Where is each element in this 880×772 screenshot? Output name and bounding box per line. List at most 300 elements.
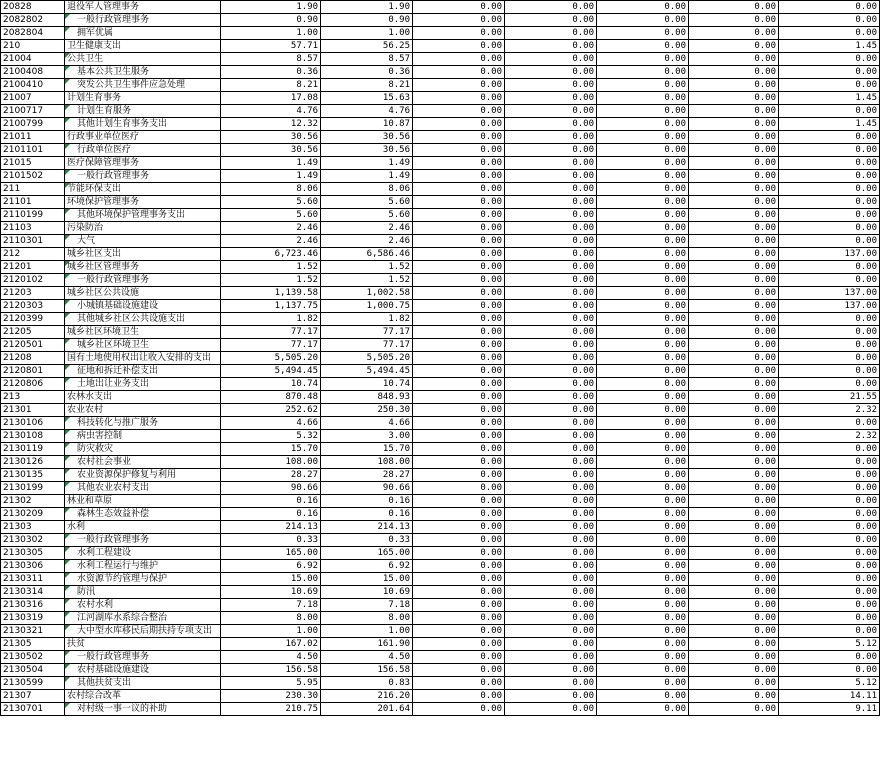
amount-cell-4[interactable]: 0.00 <box>505 1 597 14</box>
subject-name-cell[interactable] <box>65 599 221 612</box>
amount-cell-5[interactable]: 0.00 <box>597 430 689 443</box>
subject-name-cell[interactable] <box>65 456 221 469</box>
subject-code-cell[interactable]: 2110301 <box>1 235 65 248</box>
amount-cell-1[interactable]: 1.52 <box>221 274 321 287</box>
subject-code-cell[interactable]: 21302 <box>1 495 65 508</box>
subject-code-cell[interactable]: 210 <box>1 40 65 53</box>
amount-cell-7[interactable]: 0.00 <box>779 105 880 118</box>
subject-name-cell[interactable] <box>65 547 221 560</box>
amount-cell-2[interactable]: 10.74 <box>321 378 413 391</box>
amount-cell-5[interactable]: 0.00 <box>597 79 689 92</box>
amount-cell-4[interactable]: 0.00 <box>505 573 597 586</box>
amount-cell-4[interactable]: 0.00 <box>505 469 597 482</box>
amount-cell-2[interactable]: 30.56 <box>321 131 413 144</box>
subject-name-cell[interactable] <box>65 196 221 209</box>
amount-cell-1[interactable]: 90.66 <box>221 482 321 495</box>
amount-cell-5[interactable]: 0.00 <box>597 417 689 430</box>
amount-cell-4[interactable]: 0.00 <box>505 378 597 391</box>
subject-code-cell[interactable]: 2101502 <box>1 170 65 183</box>
subject-code-cell[interactable]: 2130316 <box>1 599 65 612</box>
amount-cell-4[interactable]: 0.00 <box>505 300 597 313</box>
amount-cell-7[interactable]: 0.00 <box>779 612 880 625</box>
amount-cell-4[interactable]: 0.00 <box>505 677 597 690</box>
amount-cell-3[interactable]: 0.00 <box>413 560 505 573</box>
subject-name-cell[interactable] <box>65 352 221 365</box>
amount-cell-4[interactable]: 0.00 <box>505 248 597 261</box>
amount-cell-7[interactable]: 0.00 <box>779 573 880 586</box>
amount-cell-5[interactable]: 0.00 <box>597 300 689 313</box>
amount-cell-5[interactable]: 0.00 <box>597 586 689 599</box>
amount-cell-5[interactable]: 0.00 <box>597 170 689 183</box>
amount-cell-2[interactable]: 1.90 <box>321 1 413 14</box>
amount-cell-1[interactable]: 156.58 <box>221 664 321 677</box>
amount-cell-3[interactable]: 0.00 <box>413 638 505 651</box>
amount-cell-7[interactable]: 0.00 <box>779 144 880 157</box>
amount-cell-3[interactable]: 0.00 <box>413 469 505 482</box>
subject-name-cell[interactable] <box>65 378 221 391</box>
amount-cell-7[interactable]: 0.00 <box>779 521 880 534</box>
amount-cell-7[interactable]: 0.00 <box>779 222 880 235</box>
amount-cell-6[interactable]: 0.00 <box>689 638 779 651</box>
amount-cell-2[interactable]: 77.17 <box>321 326 413 339</box>
amount-cell-4[interactable]: 0.00 <box>505 157 597 170</box>
amount-cell-7[interactable]: 0.00 <box>779 560 880 573</box>
amount-cell-2[interactable]: 1.52 <box>321 274 413 287</box>
amount-cell-3[interactable]: 0.00 <box>413 352 505 365</box>
subject-name-cell[interactable] <box>65 430 221 443</box>
subject-name-cell[interactable] <box>65 144 221 157</box>
subject-code-cell[interactable]: 21007 <box>1 92 65 105</box>
amount-cell-7[interactable]: 1.45 <box>779 40 880 53</box>
amount-cell-7[interactable]: 137.00 <box>779 248 880 261</box>
amount-cell-7[interactable]: 14.11 <box>779 690 880 703</box>
amount-cell-7[interactable]: 0.00 <box>779 27 880 40</box>
amount-cell-6[interactable]: 0.00 <box>689 391 779 404</box>
subject-name-cell[interactable] <box>65 339 221 352</box>
amount-cell-1[interactable]: 1,137.75 <box>221 300 321 313</box>
subject-code-cell[interactable]: 2120102 <box>1 274 65 287</box>
amount-cell-7[interactable]: 2.32 <box>779 404 880 417</box>
amount-cell-1[interactable]: 28.27 <box>221 469 321 482</box>
amount-cell-3[interactable]: 0.00 <box>413 521 505 534</box>
amount-cell-6[interactable]: 0.00 <box>689 599 779 612</box>
amount-cell-7[interactable]: 1.45 <box>779 118 880 131</box>
subject-code-cell[interactable]: 2120303 <box>1 300 65 313</box>
amount-cell-5[interactable]: 0.00 <box>597 690 689 703</box>
amount-cell-7[interactable]: 0.00 <box>779 66 880 79</box>
amount-cell-7[interactable]: 5.12 <box>779 677 880 690</box>
amount-cell-3[interactable]: 0.00 <box>413 599 505 612</box>
amount-cell-1[interactable]: 1.90 <box>221 1 321 14</box>
amount-cell-7[interactable]: 0.00 <box>779 586 880 599</box>
amount-cell-3[interactable]: 0.00 <box>413 664 505 677</box>
subject-name-cell[interactable] <box>65 495 221 508</box>
amount-cell-2[interactable]: 6,586.46 <box>321 248 413 261</box>
amount-cell-1[interactable]: 0.36 <box>221 66 321 79</box>
subject-name-cell[interactable] <box>65 131 221 144</box>
amount-cell-6[interactable]: 0.00 <box>689 404 779 417</box>
subject-name-cell[interactable] <box>65 469 221 482</box>
amount-cell-3[interactable]: 0.00 <box>413 209 505 222</box>
subject-name-cell[interactable] <box>65 157 221 170</box>
amount-cell-6[interactable]: 0.00 <box>689 417 779 430</box>
amount-cell-5[interactable]: 0.00 <box>597 53 689 66</box>
amount-cell-1[interactable]: 5,505.20 <box>221 352 321 365</box>
amount-cell-5[interactable]: 0.00 <box>597 118 689 131</box>
amount-cell-6[interactable]: 0.00 <box>689 573 779 586</box>
amount-cell-7[interactable]: 0.00 <box>779 183 880 196</box>
amount-cell-1[interactable]: 10.74 <box>221 378 321 391</box>
subject-code-cell[interactable]: 21305 <box>1 638 65 651</box>
amount-cell-1[interactable]: 15.70 <box>221 443 321 456</box>
amount-cell-2[interactable]: 4.76 <box>321 105 413 118</box>
subject-name-cell[interactable] <box>65 66 221 79</box>
amount-cell-7[interactable]: 0.00 <box>779 274 880 287</box>
amount-cell-5[interactable]: 0.00 <box>597 66 689 79</box>
amount-cell-7[interactable]: 21.55 <box>779 391 880 404</box>
amount-cell-3[interactable]: 0.00 <box>413 703 505 716</box>
amount-cell-7[interactable]: 0.00 <box>779 209 880 222</box>
amount-cell-6[interactable]: 0.00 <box>689 547 779 560</box>
amount-cell-2[interactable]: 0.16 <box>321 495 413 508</box>
subject-code-cell[interactable]: 20828 <box>1 1 65 14</box>
amount-cell-5[interactable]: 0.00 <box>597 14 689 27</box>
subject-code-cell[interactable]: 2130135 <box>1 469 65 482</box>
amount-cell-3[interactable]: 0.00 <box>413 14 505 27</box>
amount-cell-6[interactable]: 0.00 <box>689 469 779 482</box>
amount-cell-6[interactable]: 0.00 <box>689 79 779 92</box>
subject-code-cell[interactable]: 213 <box>1 391 65 404</box>
amount-cell-7[interactable]: 0.00 <box>779 131 880 144</box>
amount-cell-1[interactable]: 15.00 <box>221 573 321 586</box>
amount-cell-6[interactable]: 0.00 <box>689 222 779 235</box>
amount-cell-4[interactable]: 0.00 <box>505 664 597 677</box>
subject-name-cell[interactable] <box>65 27 221 40</box>
amount-cell-4[interactable]: 0.00 <box>505 625 597 638</box>
amount-cell-5[interactable]: 0.00 <box>597 508 689 521</box>
amount-cell-2[interactable]: 0.83 <box>321 677 413 690</box>
subject-name-cell[interactable] <box>65 261 221 274</box>
amount-cell-3[interactable]: 0.00 <box>413 79 505 92</box>
amount-cell-6[interactable]: 0.00 <box>689 352 779 365</box>
amount-cell-1[interactable]: 167.02 <box>221 638 321 651</box>
amount-cell-1[interactable]: 5,494.45 <box>221 365 321 378</box>
amount-cell-2[interactable]: 5,505.20 <box>321 352 413 365</box>
amount-cell-4[interactable]: 0.00 <box>505 612 597 625</box>
subject-code-cell[interactable]: 2130502 <box>1 651 65 664</box>
subject-code-cell[interactable]: 2101101 <box>1 144 65 157</box>
amount-cell-1[interactable]: 6,723.46 <box>221 248 321 261</box>
amount-cell-1[interactable]: 214.13 <box>221 521 321 534</box>
amount-cell-2[interactable]: 5.60 <box>321 196 413 209</box>
amount-cell-5[interactable]: 0.00 <box>597 391 689 404</box>
amount-cell-5[interactable]: 0.00 <box>597 261 689 274</box>
amount-cell-6[interactable]: 0.00 <box>689 40 779 53</box>
subject-name-cell[interactable] <box>65 287 221 300</box>
subject-name-cell[interactable] <box>65 443 221 456</box>
subject-code-cell[interactable]: 2120501 <box>1 339 65 352</box>
amount-cell-6[interactable]: 0.00 <box>689 53 779 66</box>
amount-cell-3[interactable]: 0.00 <box>413 404 505 417</box>
amount-cell-2[interactable]: 214.13 <box>321 521 413 534</box>
amount-cell-4[interactable]: 0.00 <box>505 599 597 612</box>
subject-name-cell[interactable] <box>65 53 221 66</box>
amount-cell-1[interactable]: 210.75 <box>221 703 321 716</box>
amount-cell-4[interactable]: 0.00 <box>505 586 597 599</box>
amount-cell-3[interactable]: 0.00 <box>413 430 505 443</box>
amount-cell-3[interactable]: 0.00 <box>413 313 505 326</box>
amount-cell-4[interactable]: 0.00 <box>505 313 597 326</box>
amount-cell-3[interactable]: 0.00 <box>413 612 505 625</box>
subject-code-cell[interactable]: 2120399 <box>1 313 65 326</box>
subject-name-cell[interactable] <box>65 534 221 547</box>
amount-cell-3[interactable]: 0.00 <box>413 1 505 14</box>
amount-cell-4[interactable]: 0.00 <box>505 547 597 560</box>
amount-cell-6[interactable]: 0.00 <box>689 664 779 677</box>
amount-cell-2[interactable]: 8.00 <box>321 612 413 625</box>
amount-cell-6[interactable]: 0.00 <box>689 612 779 625</box>
subject-code-cell[interactable]: 2130302 <box>1 534 65 547</box>
amount-cell-4[interactable]: 0.00 <box>505 222 597 235</box>
subject-code-cell[interactable]: 2100799 <box>1 118 65 131</box>
subject-code-cell[interactable]: 21307 <box>1 690 65 703</box>
amount-cell-2[interactable]: 4.66 <box>321 417 413 430</box>
amount-cell-1[interactable]: 8.21 <box>221 79 321 92</box>
amount-cell-2[interactable]: 1.49 <box>321 157 413 170</box>
amount-cell-1[interactable]: 1.49 <box>221 157 321 170</box>
subject-code-cell[interactable]: 2120806 <box>1 378 65 391</box>
amount-cell-3[interactable]: 0.00 <box>413 417 505 430</box>
amount-cell-6[interactable]: 0.00 <box>689 443 779 456</box>
amount-cell-5[interactable]: 0.00 <box>597 313 689 326</box>
amount-cell-2[interactable]: 165.00 <box>321 547 413 560</box>
amount-cell-1[interactable]: 30.56 <box>221 144 321 157</box>
amount-cell-1[interactable]: 7.18 <box>221 599 321 612</box>
amount-cell-3[interactable]: 0.00 <box>413 534 505 547</box>
amount-cell-5[interactable]: 0.00 <box>597 677 689 690</box>
subject-code-cell[interactable]: 2130305 <box>1 547 65 560</box>
subject-code-cell[interactable]: 2100410 <box>1 79 65 92</box>
amount-cell-6[interactable]: 0.00 <box>689 287 779 300</box>
amount-cell-6[interactable]: 0.00 <box>689 365 779 378</box>
subject-name-cell[interactable] <box>65 651 221 664</box>
amount-cell-7[interactable]: 0.00 <box>779 339 880 352</box>
amount-cell-2[interactable]: 201.64 <box>321 703 413 716</box>
amount-cell-5[interactable]: 0.00 <box>597 573 689 586</box>
subject-code-cell[interactable]: 211 <box>1 183 65 196</box>
amount-cell-2[interactable]: 4.50 <box>321 651 413 664</box>
amount-cell-5[interactable]: 0.00 <box>597 157 689 170</box>
amount-cell-7[interactable]: 0.00 <box>779 1 880 14</box>
subject-name-cell[interactable] <box>65 573 221 586</box>
amount-cell-6[interactable]: 0.00 <box>689 248 779 261</box>
amount-cell-3[interactable]: 0.00 <box>413 131 505 144</box>
amount-cell-4[interactable]: 0.00 <box>505 365 597 378</box>
amount-cell-1[interactable]: 1,139.58 <box>221 287 321 300</box>
amount-cell-5[interactable]: 0.00 <box>597 625 689 638</box>
amount-cell-4[interactable]: 0.00 <box>505 534 597 547</box>
amount-cell-7[interactable]: 137.00 <box>779 287 880 300</box>
subject-name-cell[interactable] <box>65 118 221 131</box>
amount-cell-4[interactable]: 0.00 <box>505 560 597 573</box>
amount-cell-3[interactable]: 0.00 <box>413 222 505 235</box>
subject-name-cell[interactable] <box>65 1 221 14</box>
subject-name-cell[interactable] <box>65 326 221 339</box>
amount-cell-6[interactable]: 0.00 <box>689 430 779 443</box>
amount-cell-1[interactable]: 6.92 <box>221 560 321 573</box>
amount-cell-2[interactable]: 156.58 <box>321 664 413 677</box>
amount-cell-3[interactable]: 0.00 <box>413 157 505 170</box>
amount-cell-7[interactable]: 0.00 <box>779 157 880 170</box>
amount-cell-6[interactable]: 0.00 <box>689 508 779 521</box>
amount-cell-5[interactable]: 0.00 <box>597 456 689 469</box>
subject-name-cell[interactable] <box>65 248 221 261</box>
amount-cell-3[interactable]: 0.00 <box>413 274 505 287</box>
amount-cell-3[interactable]: 0.00 <box>413 40 505 53</box>
amount-cell-2[interactable]: 1.52 <box>321 261 413 274</box>
amount-cell-1[interactable]: 1.82 <box>221 313 321 326</box>
subject-name-cell[interactable] <box>65 586 221 599</box>
amount-cell-2[interactable]: 250.30 <box>321 404 413 417</box>
amount-cell-1[interactable]: 0.16 <box>221 495 321 508</box>
amount-cell-2[interactable]: 8.21 <box>321 79 413 92</box>
subject-code-cell[interactable]: 2100408 <box>1 66 65 79</box>
amount-cell-5[interactable]: 0.00 <box>597 105 689 118</box>
amount-cell-2[interactable]: 8.57 <box>321 53 413 66</box>
subject-name-cell[interactable] <box>65 235 221 248</box>
amount-cell-4[interactable]: 0.00 <box>505 638 597 651</box>
subject-code-cell[interactable]: 2130306 <box>1 560 65 573</box>
amount-cell-3[interactable]: 0.00 <box>413 196 505 209</box>
amount-cell-6[interactable]: 0.00 <box>689 261 779 274</box>
amount-cell-1[interactable]: 30.56 <box>221 131 321 144</box>
subject-code-cell[interactable]: 2130314 <box>1 586 65 599</box>
amount-cell-2[interactable]: 216.20 <box>321 690 413 703</box>
subject-name-cell[interactable] <box>65 417 221 430</box>
amount-cell-5[interactable]: 0.00 <box>597 144 689 157</box>
amount-cell-1[interactable]: 8.06 <box>221 183 321 196</box>
subject-code-cell[interactable]: 2100717 <box>1 105 65 118</box>
amount-cell-3[interactable]: 0.00 <box>413 248 505 261</box>
subject-name-cell[interactable] <box>65 300 221 313</box>
amount-cell-1[interactable]: 1.00 <box>221 625 321 638</box>
amount-cell-7[interactable]: 0.00 <box>779 417 880 430</box>
amount-cell-2[interactable]: 0.90 <box>321 14 413 27</box>
subject-name-cell[interactable] <box>65 703 221 716</box>
subject-name-cell[interactable] <box>65 365 221 378</box>
amount-cell-1[interactable]: 0.16 <box>221 508 321 521</box>
subject-name-cell[interactable] <box>65 560 221 573</box>
subject-name-cell[interactable] <box>65 92 221 105</box>
amount-cell-7[interactable]: 0.00 <box>779 196 880 209</box>
subject-name-cell[interactable] <box>65 105 221 118</box>
amount-cell-4[interactable]: 0.00 <box>505 79 597 92</box>
amount-cell-3[interactable]: 0.00 <box>413 547 505 560</box>
subject-name-cell[interactable] <box>65 664 221 677</box>
subject-name-cell[interactable] <box>65 625 221 638</box>
amount-cell-4[interactable]: 0.00 <box>505 209 597 222</box>
amount-cell-3[interactable]: 0.00 <box>413 144 505 157</box>
amount-cell-6[interactable]: 0.00 <box>689 456 779 469</box>
subject-name-cell[interactable] <box>65 612 221 625</box>
amount-cell-2[interactable]: 5.60 <box>321 209 413 222</box>
amount-cell-2[interactable]: 3.00 <box>321 430 413 443</box>
amount-cell-6[interactable]: 0.00 <box>689 170 779 183</box>
amount-cell-5[interactable]: 0.00 <box>597 248 689 261</box>
amount-cell-2[interactable]: 1.00 <box>321 27 413 40</box>
amount-cell-7[interactable]: 0.00 <box>779 313 880 326</box>
amount-cell-1[interactable]: 4.50 <box>221 651 321 664</box>
amount-cell-2[interactable]: 0.36 <box>321 66 413 79</box>
amount-cell-3[interactable]: 0.00 <box>413 625 505 638</box>
amount-cell-5[interactable]: 0.00 <box>597 651 689 664</box>
subject-name-cell[interactable] <box>65 183 221 196</box>
amount-cell-7[interactable]: 0.00 <box>779 482 880 495</box>
amount-cell-4[interactable]: 0.00 <box>505 690 597 703</box>
amount-cell-1[interactable]: 230.30 <box>221 690 321 703</box>
amount-cell-6[interactable]: 0.00 <box>689 586 779 599</box>
amount-cell-5[interactable]: 0.00 <box>597 287 689 300</box>
amount-cell-6[interactable]: 0.00 <box>689 495 779 508</box>
subject-code-cell[interactable]: 2130126 <box>1 456 65 469</box>
amount-cell-3[interactable]: 0.00 <box>413 378 505 391</box>
amount-cell-4[interactable]: 0.00 <box>505 274 597 287</box>
amount-cell-3[interactable]: 0.00 <box>413 365 505 378</box>
amount-cell-5[interactable]: 0.00 <box>597 612 689 625</box>
amount-cell-4[interactable]: 0.00 <box>505 170 597 183</box>
amount-cell-5[interactable]: 0.00 <box>597 521 689 534</box>
amount-cell-2[interactable]: 0.33 <box>321 534 413 547</box>
amount-cell-6[interactable]: 0.00 <box>689 235 779 248</box>
subject-code-cell[interactable]: 2130701 <box>1 703 65 716</box>
amount-cell-6[interactable]: 0.00 <box>689 66 779 79</box>
amount-cell-1[interactable]: 57.71 <box>221 40 321 53</box>
amount-cell-7[interactable]: 0.00 <box>779 534 880 547</box>
amount-cell-6[interactable]: 0.00 <box>689 651 779 664</box>
amount-cell-6[interactable]: 0.00 <box>689 1 779 14</box>
amount-cell-4[interactable]: 0.00 <box>505 430 597 443</box>
amount-cell-4[interactable]: 0.00 <box>505 287 597 300</box>
amount-cell-4[interactable]: 0.00 <box>505 703 597 716</box>
amount-cell-4[interactable]: 0.00 <box>505 495 597 508</box>
amount-cell-3[interactable]: 0.00 <box>413 66 505 79</box>
subject-code-cell[interactable]: 2082802 <box>1 14 65 27</box>
amount-cell-3[interactable]: 0.00 <box>413 300 505 313</box>
subject-name-cell[interactable] <box>65 521 221 534</box>
amount-cell-3[interactable]: 0.00 <box>413 586 505 599</box>
amount-cell-4[interactable]: 0.00 <box>505 196 597 209</box>
amount-cell-5[interactable]: 0.00 <box>597 365 689 378</box>
amount-cell-2[interactable]: 161.90 <box>321 638 413 651</box>
amount-cell-1[interactable]: 2.46 <box>221 222 321 235</box>
amount-cell-1[interactable]: 77.17 <box>221 326 321 339</box>
amount-cell-4[interactable]: 0.00 <box>505 404 597 417</box>
amount-cell-6[interactable]: 0.00 <box>689 313 779 326</box>
subject-code-cell[interactable]: 2130311 <box>1 573 65 586</box>
amount-cell-2[interactable]: 0.16 <box>321 508 413 521</box>
amount-cell-4[interactable]: 0.00 <box>505 417 597 430</box>
amount-cell-6[interactable]: 0.00 <box>689 534 779 547</box>
amount-cell-3[interactable]: 0.00 <box>413 287 505 300</box>
amount-cell-6[interactable]: 0.00 <box>689 300 779 313</box>
amount-cell-5[interactable]: 0.00 <box>597 482 689 495</box>
amount-cell-7[interactable]: 0.00 <box>779 326 880 339</box>
amount-cell-7[interactable]: 0.00 <box>779 378 880 391</box>
subject-name-cell[interactable] <box>65 274 221 287</box>
subject-code-cell[interactable]: 2130209 <box>1 508 65 521</box>
amount-cell-2[interactable]: 90.66 <box>321 482 413 495</box>
amount-cell-7[interactable]: 0.00 <box>779 53 880 66</box>
